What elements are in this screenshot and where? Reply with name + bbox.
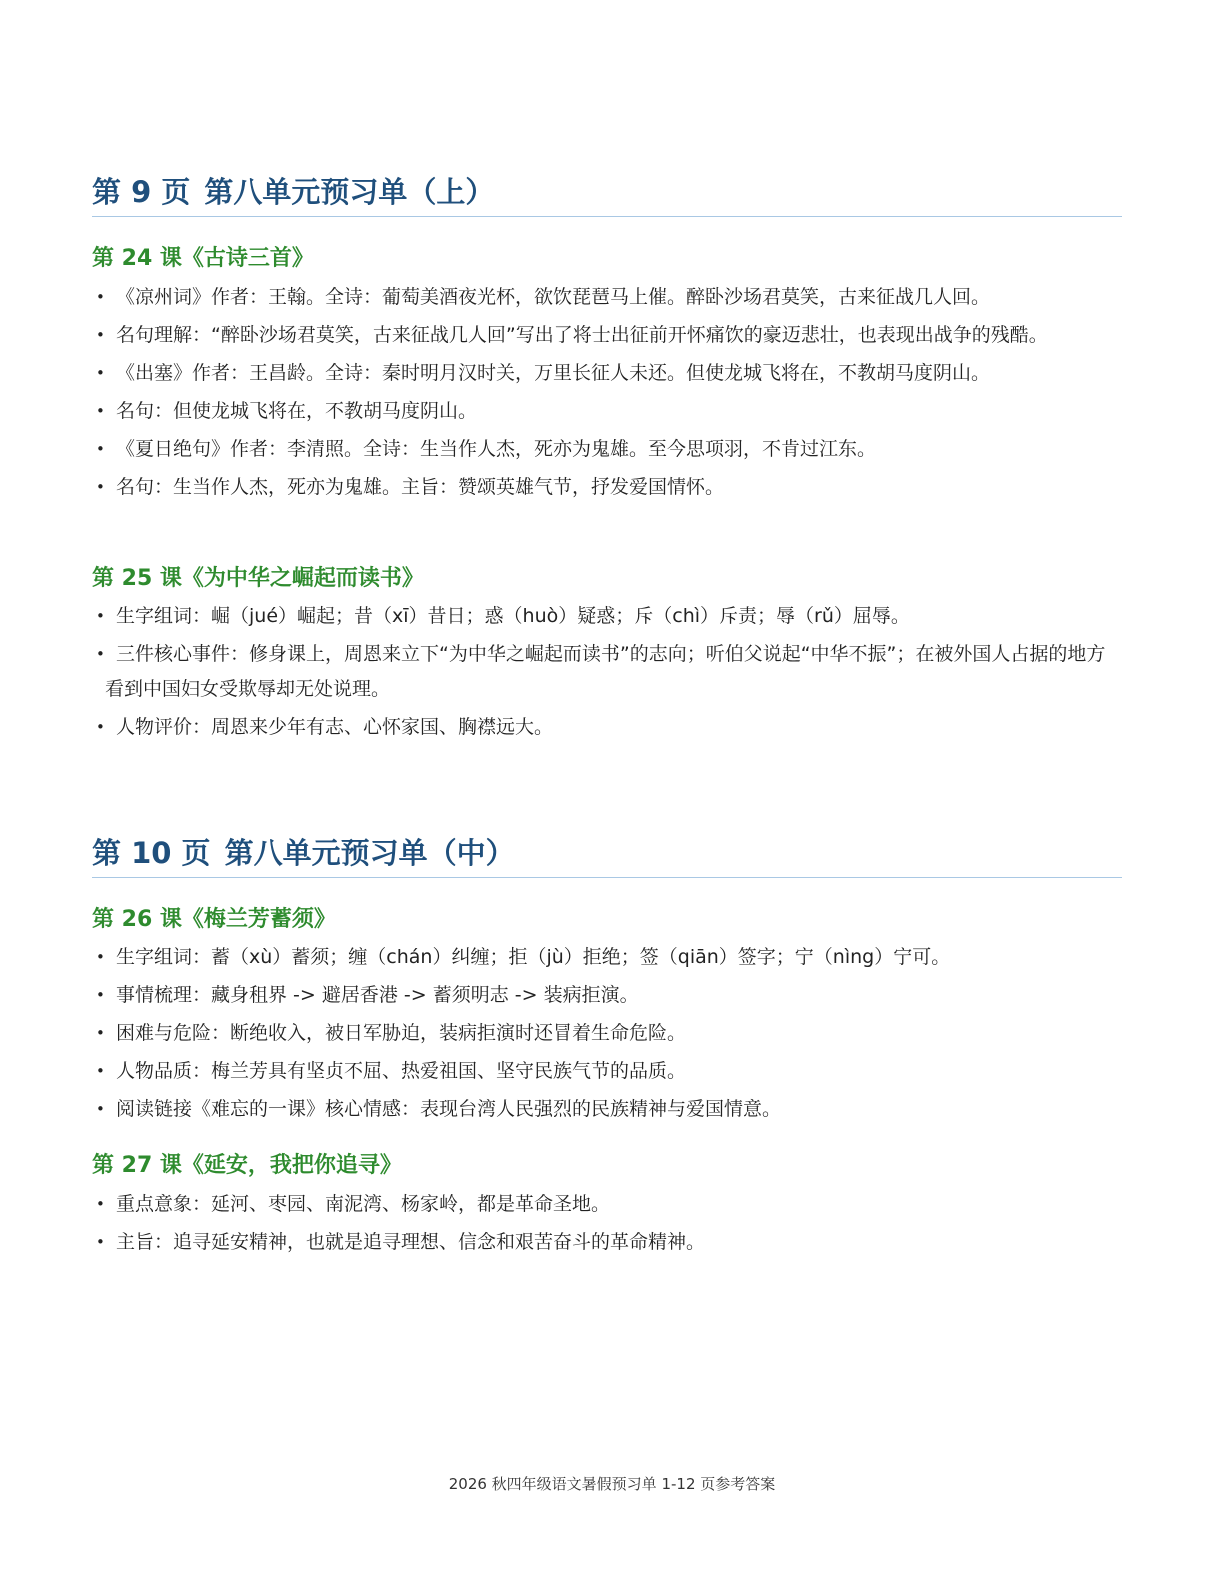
section-title: 第八单元预习单（上） xyxy=(204,175,495,209)
list-item: • 事情梳理：藏身租界 -> 避居香港 -> 蓄须明志 -> 装病拒演。 xyxy=(92,978,1122,1013)
list-item: • 三件核心事件：修身课上，周恩来立下“为中华之崛起而读书”的志向；听伯父说起“中华不振”；在被外国人占据的地方看到中国妇女受欺辱却无处说理。 xyxy=(92,637,1122,707)
lesson-heading-24: 第 24 课《古诗三首》 xyxy=(92,246,314,271)
lesson-heading-25: 第 25 课《为中华之崛起而读书》 xyxy=(92,566,424,591)
lesson-26-list xyxy=(92,940,1122,1130)
lesson-25-list xyxy=(92,599,1122,748)
list-item: • 重点意象：延河、枣园、南泥湾、杨家岭，都是革命圣地。 xyxy=(92,1187,1122,1222)
list-item: • 名句：但使龙城飞将在，不教胡马度阴山。 xyxy=(92,394,1122,429)
list-item: • 主旨：追寻延安精神，也就是追寻理想、信念和艰苦奋斗的革命精神。 xyxy=(92,1225,1122,1260)
list-item: • 名句：生当作人杰，死亦为鬼雄。主旨：赞颂英雄气节，抒发爱国情怀。 xyxy=(92,470,1122,505)
page-footer: 2026 秋四年级语文暑假预习单 1-12 页参考答案 xyxy=(448,1475,776,1493)
list-item: • 人物品质：梅兰芳具有坚贞不屈、热爱祖国、坚守民族气节的品质。 xyxy=(92,1054,1122,1089)
lesson-27-list xyxy=(92,1187,1122,1263)
section-heading-page-10 xyxy=(92,833,1122,878)
list-item: • 名句理解：“醉卧沙场君莫笑，古来征战几人回”写出了将士出征前开怀痛饮的豪迈悲壮，也表现出战争的残酷。 xyxy=(92,318,1122,353)
list-item: • 阅读链接《难忘的一课》核心情感：表现台湾人民强烈的民族精神与爱国情意。 xyxy=(92,1092,1122,1127)
lesson-heading-26: 第 26 课《梅兰芳蓄须》 xyxy=(92,907,336,932)
list-item: • 困难与危险：断绝收入，被日军胁迫，装病拒演时还冒着生命危险。 xyxy=(92,1016,1122,1051)
list-item: • 人物评价：周恩来少年有志、心怀家国、胸襟远大。 xyxy=(92,710,1122,745)
list-item: • 《凉州词》作者：王翰。全诗：葡萄美酒夜光杯，欲饮琵琶马上催。醉卧沙场君莫笑，古来征战几人回。 xyxy=(92,280,1122,315)
list-item: • 生字组词：崛（jué）崛起；昔（xī）昔日；惑（huò）疑惑；斥（chì）斥责；辱（rǔ）屈辱。 xyxy=(92,599,1122,634)
list-item: • 《出塞》作者：王昌龄。全诗：秦时明月汉时关，万里长征人未还。但使龙城飞将在，不教胡马度阴山。 xyxy=(92,356,1122,391)
lesson-24-list xyxy=(92,280,1122,508)
list-item: • 生字组词：蓄（xù）蓄须；缠（chán）纠缠；拒（jù）拒绝；签（qiān）签字；宁（nìng）宁可。 xyxy=(92,940,1122,975)
page-label: 第 10 页 xyxy=(92,836,211,870)
lesson-heading-27: 第 27 课《延安，我把你追寻》 xyxy=(92,1153,402,1178)
page-label: 第 9 页 xyxy=(92,175,191,209)
list-item: • 《夏日绝句》作者：李清照。全诗：生当作人杰，死亦为鬼雄。至今思项羽，不肯过江东。 xyxy=(92,432,1122,467)
section-title: 第八单元预习单（中） xyxy=(224,836,515,870)
section-heading-page-9 xyxy=(92,172,1122,217)
